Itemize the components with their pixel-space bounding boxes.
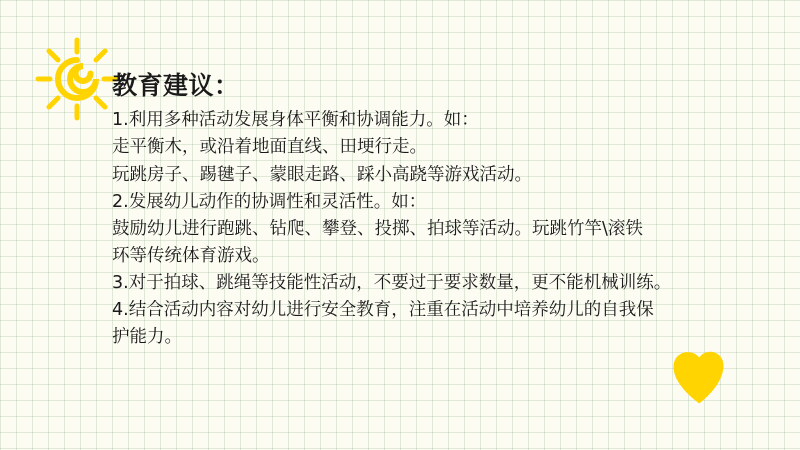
body-text: [112, 107, 762, 351]
heart-icon: [674, 352, 724, 404]
text-block: [112, 70, 762, 351]
body-line: 2.发展幼儿动作的协调性和灵活性。如：: [112, 191, 427, 212]
sun-icon: [34, 36, 120, 122]
body-line: 玩跳房子、踢毽子、蒙眼走路、踩小高跷等游戏活动。: [112, 164, 532, 185]
body-line: 走平衡木，或沿着地面直线、田埂行走。: [112, 137, 427, 158]
body-line: 3.对于拍球、跳绳等技能性活动，不要过于要求数量，更不能机械训练。: [112, 273, 672, 293]
body-line: 4.结合活动内容对幼儿进行安全教育，注重在活动中培养幼儿的自我保: [112, 300, 654, 321]
body-line: 环等传统体育游戏。: [112, 245, 270, 266]
body-line: 1.利用多种活动发展身体平衡和协调能力。如：: [112, 110, 479, 131]
body-line: 护能力。: [112, 327, 182, 348]
page-title: 教育建议：: [112, 71, 240, 100]
heart-decoration-group: [648, 344, 778, 434]
body-line: 鼓励幼儿进行跑跳、钻爬、攀登、投掷、拍球等活动。玩跳竹竿\滚铁: [112, 218, 643, 239]
